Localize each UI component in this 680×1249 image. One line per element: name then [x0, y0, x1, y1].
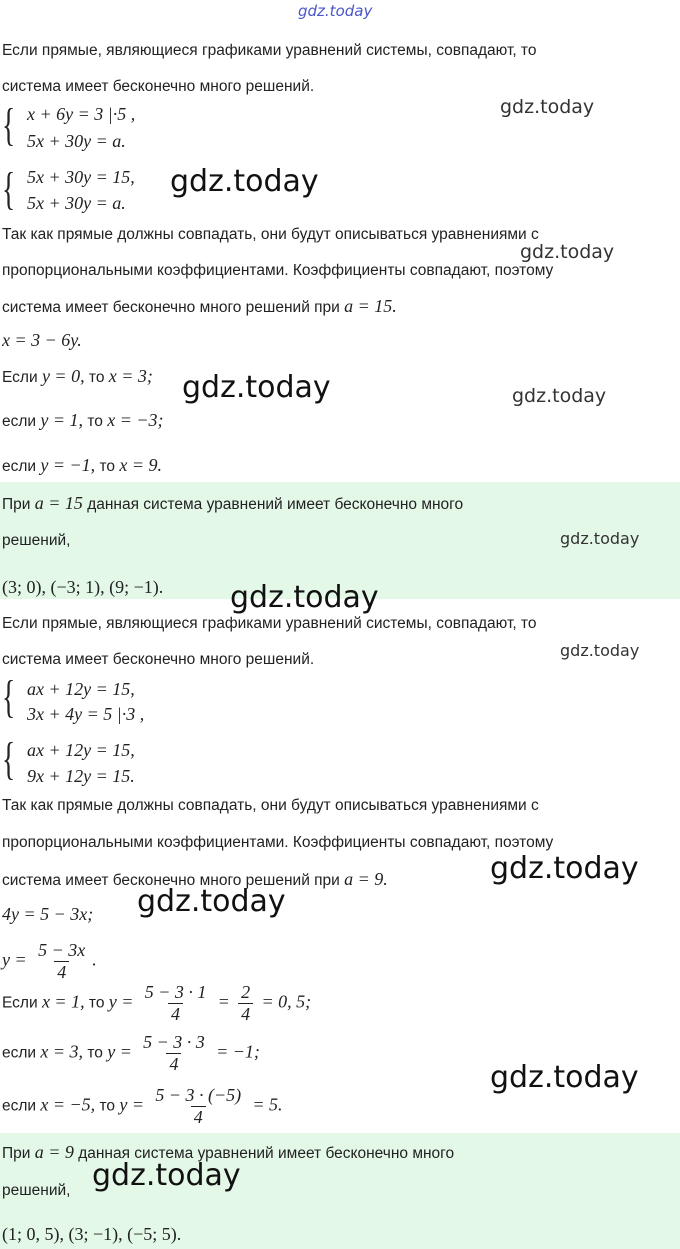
watermark: gdz.today: [490, 851, 639, 886]
part2-expression1: 4y = 5 − 3x;: [2, 904, 94, 924]
watermark: gdz.today: [490, 1060, 639, 1095]
case-word: то: [88, 369, 105, 386]
part1-answer-line1: [2, 493, 463, 514]
part1-reason-math: a = 15.: [344, 296, 397, 316]
part2-case1: [2, 982, 311, 1025]
watermark: gdz.today: [520, 241, 615, 263]
case-word: то: [87, 413, 103, 430]
part1-reason-line1: Так как прямые должны совпадать, они будут описываться уравнениями с: [2, 226, 539, 243]
part1-case1: [2, 366, 153, 387]
case-math: y =: [108, 991, 134, 1012]
part2-intro-line1: Если прямые, являющиеся графиками уравнений системы, совпадают, то: [2, 615, 537, 632]
part1-system1-eq2: 5x + 30y = a.: [27, 131, 126, 151]
watermark: gdz.today: [170, 164, 319, 199]
case-math: y =: [119, 1094, 144, 1115]
equals-sign: =: [217, 991, 230, 1012]
case-math: x = 1,: [41, 991, 85, 1012]
part2-system1-eq1: ax + 12y = 15,: [27, 679, 135, 699]
part2-intro-line2: система имеет бесконечно много решений.: [2, 651, 315, 668]
part1-answer-solutions: (3; 0), (−3; 1), (9; −1).: [2, 577, 164, 597]
part1-answer-line2: решений,: [2, 532, 71, 549]
watermark: gdz.today: [137, 884, 286, 919]
case-word: то: [99, 1097, 116, 1115]
watermark: gdz.today: [560, 641, 640, 660]
fraction-numerator: 5 − 3 · 1: [144, 982, 207, 1002]
part2-case3: [2, 1085, 283, 1128]
part2-system1-brace: {: [2, 671, 16, 722]
part1-system1-brace: {: [2, 99, 16, 150]
part1-system2-eq2: 5x + 30y = a.: [27, 193, 126, 213]
case-math: y = −1,: [40, 455, 96, 475]
watermark: gdz.today: [560, 529, 640, 548]
part2-reason-line2: пропорциональными коэффициентами. Коэффициенты совпадают, поэтому: [2, 834, 554, 851]
case-math: x = −5,: [40, 1094, 96, 1115]
part2-reason-line1: Так как прямые должны совпадать, они будут описываться уравнениями с: [2, 797, 539, 814]
case-math: y =: [107, 1041, 132, 1062]
fraction-denominator: 4: [238, 1003, 253, 1025]
part1-intro-line1: Если прямые, являющиеся графиками уравнений системы, совпадают, то: [2, 42, 537, 59]
answer-word: При: [2, 1145, 31, 1162]
case-word: если: [2, 413, 37, 430]
part2-system2-eq2: 9x + 12y = 15.: [27, 766, 135, 786]
case-word: если: [2, 1097, 37, 1115]
case-word: если: [2, 458, 37, 475]
watermark: gdz.today: [230, 580, 379, 615]
fraction: [140, 1032, 208, 1075]
watermark: gdz.today: [512, 385, 607, 407]
top-watermark: gdz.today: [298, 2, 373, 20]
case-math: x = 3;: [108, 366, 153, 386]
part2-reason-math: a = 9.: [344, 869, 388, 889]
case-word: Если: [2, 369, 38, 386]
part1-system1-eq1: x + 6y = 3 |·5 ,: [27, 104, 136, 124]
part2-system1-eq2: 3x + 4y = 5 |·3 ,: [27, 704, 145, 724]
case-math: x = 9.: [119, 455, 162, 475]
part1-expression: x = 3 − 6y.: [2, 330, 82, 350]
case-word: то: [87, 1044, 103, 1062]
fraction-denominator: 4: [54, 961, 69, 983]
watermark: gdz.today: [182, 370, 331, 405]
part1-system2-brace: {: [2, 163, 16, 214]
part1-reason-line3: [2, 296, 397, 317]
watermark: gdz.today: [500, 96, 595, 118]
part1-reason-line2: пропорциональными коэффициентами. Коэффициенты совпадают, поэтому: [2, 262, 554, 279]
part2-case2: [2, 1032, 260, 1075]
fraction-numerator: 5 − 3 · (−5): [155, 1085, 242, 1105]
answer-math: a = 15: [34, 493, 83, 513]
case-word: то: [99, 458, 116, 475]
fraction: [35, 940, 88, 983]
fraction-numerator: 5 − 3 · 3: [143, 1032, 205, 1052]
part2-expression2: [2, 940, 97, 983]
fraction-numerator: 5 − 3x: [38, 940, 86, 960]
case-math: = −1;: [216, 1041, 260, 1062]
case-math: x = −3;: [107, 410, 164, 430]
case-word: то: [88, 994, 105, 1012]
part2-system2-brace: {: [2, 733, 16, 784]
watermark: gdz.today: [92, 1158, 241, 1193]
part1-case2: [2, 410, 163, 431]
part2-system2-eq1: ax + 12y = 15,: [27, 740, 135, 760]
case-math: y = 0,: [41, 366, 85, 386]
part2-answer-solutions: (1; 0, 5), (3; −1), (−5; 5).: [2, 1224, 182, 1244]
answer-math: a = 9: [34, 1142, 74, 1162]
part1-case3: [2, 455, 162, 476]
case-word: если: [2, 1044, 37, 1062]
fraction-numerator: 2: [241, 982, 251, 1002]
part1-system2-eq1: 5x + 30y = 15,: [27, 167, 135, 187]
part2-reason-text: система имеет бесконечно много решений при: [2, 872, 340, 889]
fraction: [142, 982, 210, 1025]
expr-lhs: y =: [2, 949, 27, 970]
case-math: x = 3,: [40, 1041, 84, 1062]
case-math: = 0, 5;: [261, 991, 312, 1012]
part1-intro-line2: система имеет бесконечно много решений.: [2, 78, 315, 95]
case-math: y = 1,: [40, 410, 84, 430]
case-word: Если: [2, 994, 38, 1012]
fraction: [238, 982, 253, 1025]
fraction: [152, 1085, 244, 1128]
answer-word: При: [2, 496, 31, 513]
answer-text: данная система уравнений имеет бесконечно много: [78, 1145, 455, 1162]
fraction-denominator: 4: [166, 1053, 181, 1075]
fraction-denominator: 4: [168, 1003, 183, 1025]
fraction-denominator: 4: [191, 1106, 206, 1128]
case-math: = 5.: [252, 1094, 283, 1115]
part1-reason-text: система имеет бесконечно много решений при: [2, 299, 340, 316]
expr-tail: .: [92, 949, 97, 970]
answer-text: данная система уравнений имеет бесконечно много: [87, 496, 464, 513]
part2-answer-line2: решений,: [2, 1182, 71, 1199]
